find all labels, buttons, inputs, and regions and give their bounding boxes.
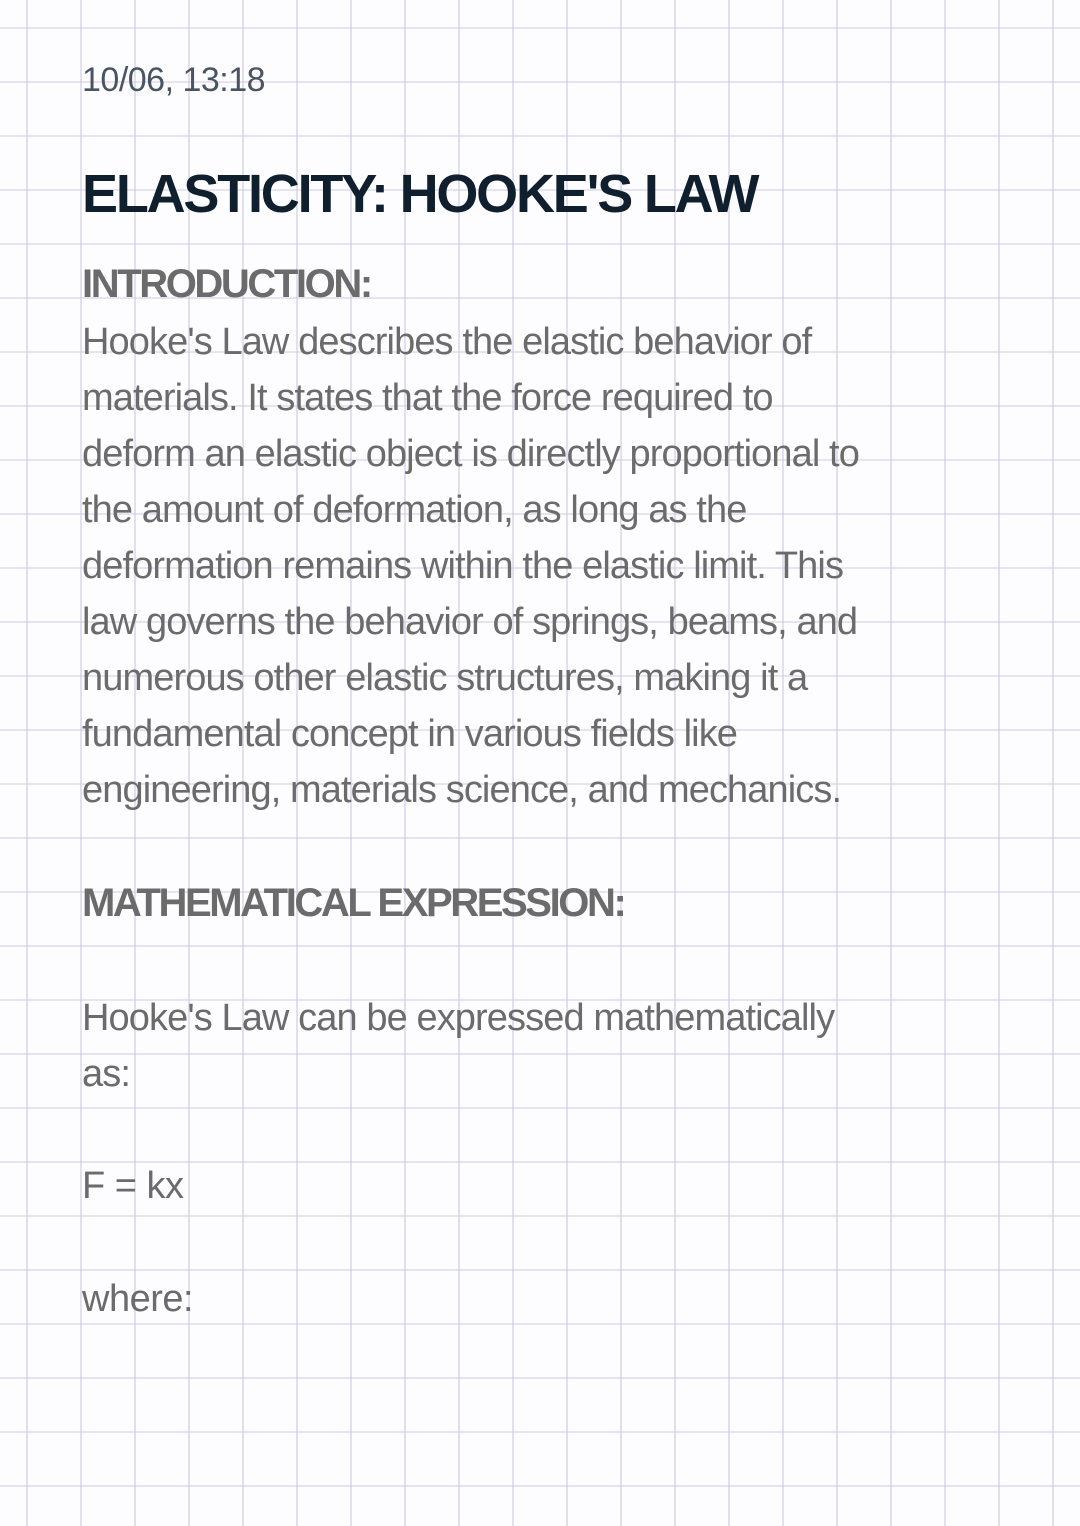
paragraph-line: deform an elastic object is directly proportional to <box>82 433 859 475</box>
paragraph-line: as: <box>82 1053 130 1095</box>
paragraph-line: deformation remains within the elastic limit. This <box>82 545 844 587</box>
paragraph-line: law governs the behavior of springs, beams, and <box>82 601 858 643</box>
paragraph-line: numerous other elastic structures, making it a <box>82 657 808 699</box>
paragraph-line: materials. It states that the force required to <box>82 377 773 419</box>
section-heading-introduction: INTRODUCTION: <box>82 262 371 306</box>
expression-paragraph[interactable] <box>82 990 834 1102</box>
paragraph-line: the amount of deformation, as long as the <box>82 489 747 531</box>
paragraph-line: engineering, materials science, and mechanics. <box>82 769 842 811</box>
section-heading-mathematical-expression: MATHEMATICAL EXPRESSION: <box>82 881 625 925</box>
note-timestamp: 10/06, 13:18 <box>82 61 266 99</box>
paragraph-line: Hooke's Law can be expressed mathematically <box>82 997 835 1039</box>
paragraph-line: fundamental concept in various fields like <box>82 713 738 755</box>
where-label[interactable]: where: <box>82 1278 194 1320</box>
hookes-law-formula[interactable]: F = kx <box>82 1165 184 1207</box>
note-title[interactable]: ELASTICITY: HOOKE'S LAW <box>82 164 758 224</box>
introduction-paragraph[interactable] <box>82 314 859 818</box>
paragraph-line: Hooke's Law describes the elastic behavior of <box>82 321 812 363</box>
